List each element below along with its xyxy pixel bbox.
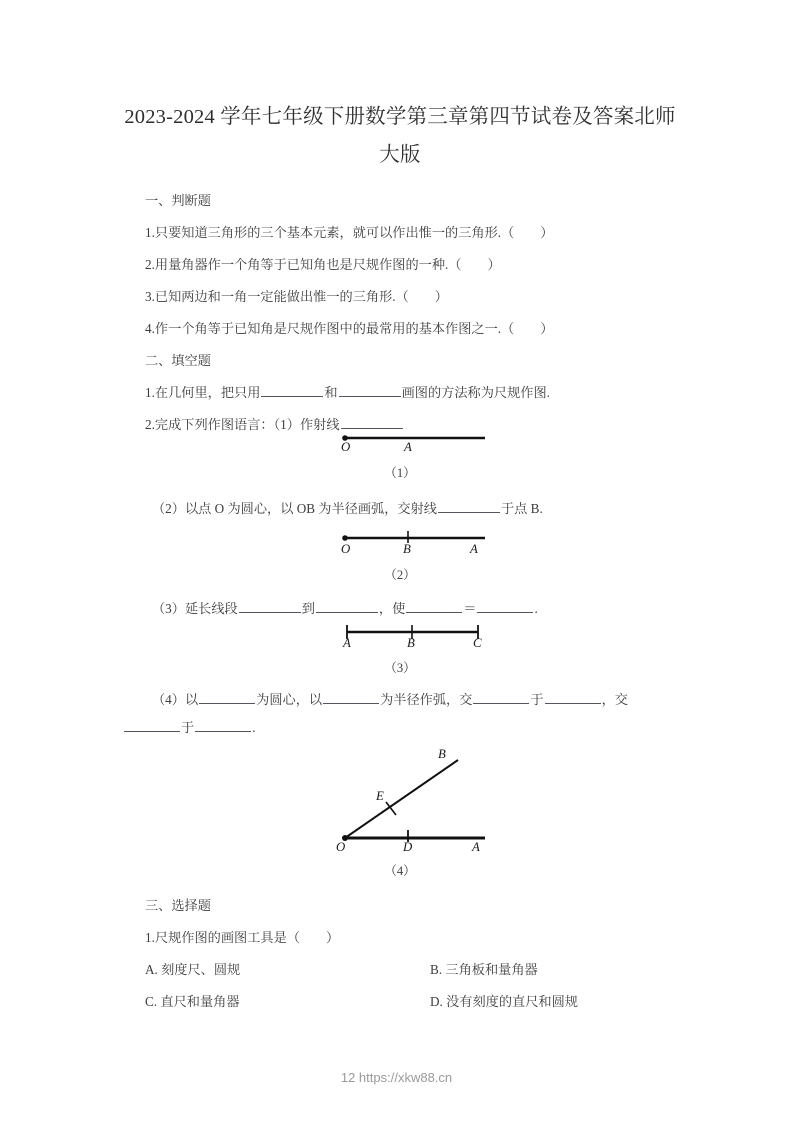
question-tail: ） <box>540 321 554 336</box>
item-text-line2-a: 于 <box>181 720 195 735</box>
fill-blank[interactable] <box>477 599 533 613</box>
item-2-2-text <box>152 498 543 517</box>
point-label-O: O <box>336 840 346 854</box>
figure-2-caption: （2） <box>384 568 416 582</box>
question-number: 2. <box>145 257 155 272</box>
item-2-4-text-line2 <box>123 717 255 736</box>
question-1-1 <box>145 222 553 241</box>
page-title: 2023-2024 学年七年级下册数学第三章第四节试卷及答案北师大版 <box>124 106 676 166</box>
item-label: （2） <box>152 501 185 516</box>
item-text-d: ＝ <box>463 601 477 616</box>
section-heading-2: 二、填空题 <box>145 353 211 368</box>
question-text: 只要知道三角形的三个基本元素，就可以作出惟一的三角形.（ <box>154 225 515 240</box>
point-label-B: B <box>407 636 415 650</box>
item-text-a: 以点 O 为圆心，以 OB 为半径画弧，交射线 <box>184 501 437 516</box>
question-number: 1. <box>145 385 155 400</box>
item-label: （3） <box>152 601 185 616</box>
question-text: 已知两边和一角一定能做出惟一的三角形.（ <box>154 289 409 304</box>
point-label-A: A <box>404 440 412 454</box>
question-number: 1. <box>145 930 155 945</box>
item-text-c: ，使 <box>378 601 406 616</box>
question-text-b: 和 <box>324 385 338 400</box>
item-text-d: 于 <box>530 692 544 707</box>
question-number: 4. <box>145 321 155 336</box>
fill-blank[interactable] <box>316 599 378 613</box>
point-label-A: A <box>472 840 480 854</box>
point-label-B: B <box>403 542 411 556</box>
choice-option-d[interactable]: D. 没有刻度的直尺和圆规 <box>430 994 578 1009</box>
point-label-O: O <box>341 542 351 556</box>
figure-4-caption: （4） <box>384 864 416 878</box>
point-label-C: C <box>473 636 482 650</box>
question-number: 1. <box>145 225 155 240</box>
question-tail: ） <box>540 225 554 240</box>
figure-2-ray-OBA <box>330 524 510 552</box>
question-1-3 <box>145 286 448 305</box>
page-footer: 12 https://xkw88.cn <box>340 1070 453 1085</box>
item-text-b: 到 <box>301 601 315 616</box>
item-text-c: 为半径作弧，交 <box>380 692 473 707</box>
choice-option-b[interactable]: B. 三角板和量角器 <box>430 962 538 977</box>
item-text-e: ，交 <box>601 692 628 707</box>
fill-blank[interactable] <box>323 690 379 704</box>
point-label-D: D <box>403 840 413 854</box>
fill-blank[interactable] <box>124 718 180 732</box>
question-text-a: 在几何里，把只用 <box>154 385 261 400</box>
point-label-A: A <box>470 542 478 556</box>
point-label-E: E <box>376 789 384 803</box>
figure-4-angle-AOB <box>330 745 510 855</box>
fill-blank[interactable] <box>545 690 601 704</box>
question-3-1 <box>145 927 339 946</box>
fill-blank[interactable] <box>438 499 500 513</box>
item-2-3-text <box>152 598 538 617</box>
question-text: 作一个角等于已知角是尺规作图中的最常用的基本作图之一.（ <box>154 321 515 336</box>
section-heading-3: 三、选择题 <box>145 898 211 913</box>
fill-blank[interactable] <box>473 690 529 704</box>
fill-blank[interactable] <box>406 599 462 613</box>
section-heading-1: 一、判断题 <box>145 193 211 208</box>
question-number: 3. <box>145 289 155 304</box>
question-number: 2. <box>145 417 155 432</box>
question-text: 完成下列作图语言：（1）作射线 <box>154 417 340 432</box>
item-text-a: 延长线段 <box>184 601 238 616</box>
question-tail: ） <box>487 257 501 272</box>
fill-blank[interactable] <box>261 383 323 397</box>
figure-3-segment-ABC <box>330 618 510 646</box>
question-2-1 <box>145 382 550 401</box>
question-tail: ） <box>325 930 340 945</box>
question-tail: ） <box>434 289 448 304</box>
item-2-4-text-line1 <box>152 689 628 708</box>
choice-option-a[interactable]: A. 刻度尺、圆规 <box>145 962 241 977</box>
fill-blank[interactable] <box>339 383 401 397</box>
item-text-a: 以 <box>184 692 199 707</box>
fill-blank[interactable] <box>341 415 403 429</box>
item-text-line2-b: . <box>252 720 256 735</box>
figure-3-caption: （3） <box>384 661 416 675</box>
item-text-b: 于点 B. <box>501 501 543 516</box>
item-text-b: 为圆心，以 <box>256 692 323 707</box>
fill-blank[interactable] <box>195 718 251 732</box>
fill-blank[interactable] <box>199 690 255 704</box>
question-1-2 <box>145 254 501 273</box>
question-text: 用量角器作一个角等于已知角也是尺规作图的一种.（ <box>154 257 462 272</box>
item-label: （4） <box>152 692 185 707</box>
question-text: 尺规作图的画图工具是（ <box>154 930 300 945</box>
point-label-B: B <box>438 747 446 761</box>
question-1-4 <box>145 318 553 337</box>
figure-1-ray-OA <box>330 428 510 454</box>
figure-1-caption: （1） <box>384 466 416 480</box>
question-text-c: 画图的方法称为尺规作图. <box>401 385 550 400</box>
point-label-O: O <box>341 440 351 454</box>
item-text-e: . <box>534 601 538 616</box>
choice-option-c[interactable]: C. 直尺和量角器 <box>145 994 240 1009</box>
fill-blank[interactable] <box>239 599 301 613</box>
point-label-A: A <box>343 636 351 650</box>
